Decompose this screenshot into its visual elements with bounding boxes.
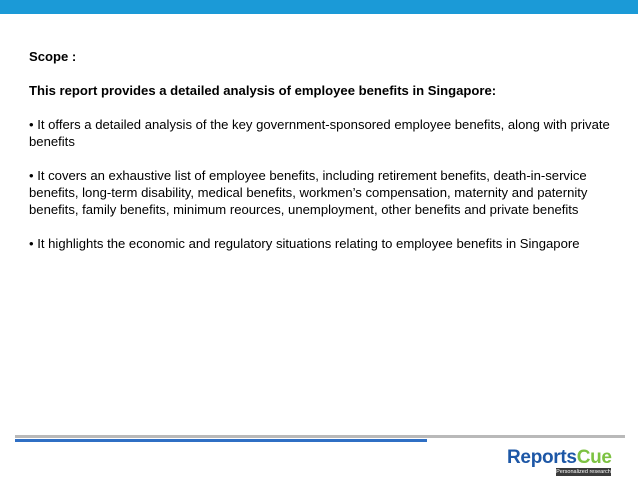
bullet-item-2: • It covers an exhaustive list of employee benefits, including retirement benefits, death-in-service benefits, long-term disability, medical benefits, workmen’s compensation, maternity and paternity benefits, family benefits, minimum reources, unemployment, other benefits and private benefits bbox=[29, 168, 588, 217]
bullet-item-1: • It offers a detailed analysis of the key government-sponsored employee benefits, along with private benefits bbox=[29, 117, 610, 149]
logo-wordmark-cue: Cue bbox=[576, 447, 612, 468]
footer-divider-blue bbox=[15, 439, 427, 442]
bullet-item-3: • It highlights the economic and regulatory situations relating to employee benefits in Singapore bbox=[29, 236, 580, 251]
intro-text: This report provides a detailed analysis of employee benefits in Singapore: bbox=[29, 83, 497, 98]
logo-tagline: Personalized research bbox=[556, 469, 611, 475]
logo-wordmark bbox=[507, 447, 612, 469]
scope-heading: Scope : bbox=[29, 49, 77, 64]
logo-wordmark-reports: Reports bbox=[507, 447, 577, 468]
footer-divider-gray bbox=[15, 435, 625, 438]
slide-content bbox=[29, 48, 619, 269]
top-accent-bar bbox=[0, 0, 638, 14]
reportscue-logo bbox=[507, 447, 627, 475]
